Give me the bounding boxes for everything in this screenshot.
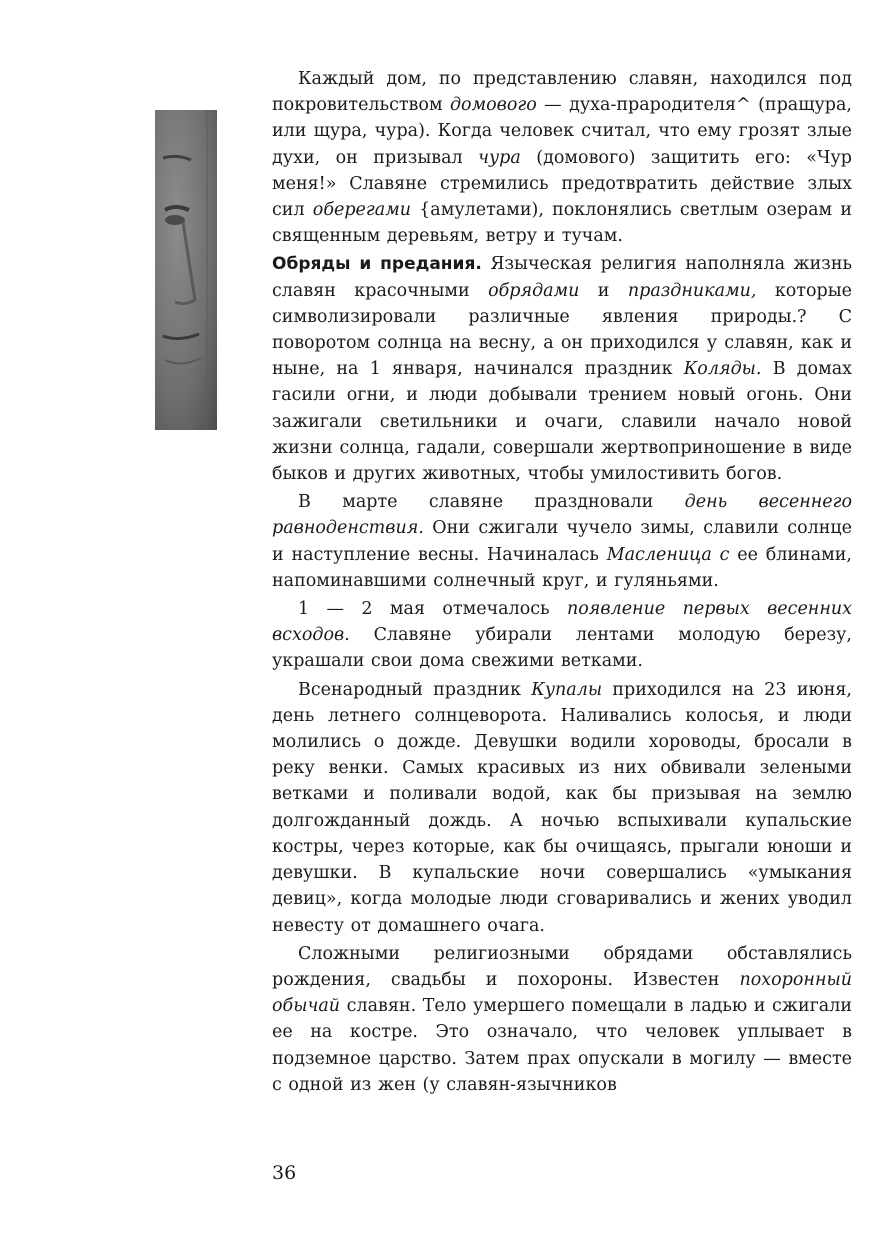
- main-text-column: [272, 66, 852, 1100]
- text-run: Они сжигали чучело зимы, славили солнце и наступление весны. Начиналась: [272, 518, 852, 565]
- body-paragraph: [272, 66, 852, 249]
- text-run: ее блинами, напоминавшими солнечный круг, и гуляньями.: [272, 544, 852, 591]
- italic-term: появление первых весенних всходов.: [272, 599, 853, 646]
- italic-term: день весеннего равноденствия.: [272, 492, 853, 539]
- text-run: 1 — 2 мая отмечалось: [298, 599, 567, 620]
- text-run: (домового) защитить его: «Чур меня!» Славяне стремились предотвратить действие злых сил: [272, 147, 852, 221]
- text-run: Каждый дом, по представлению славян, находился под покровительством: [272, 69, 852, 116]
- italic-term: Коляды.: [683, 359, 762, 380]
- italic-term: обрядами: [488, 280, 580, 301]
- text-run: Славяне убирали лентами молодую березу, украшали свои дома свежими ветками.: [272, 625, 852, 672]
- italic-term: похоронный обычай: [272, 969, 852, 1017]
- text-run: приходился на 23 июня, день летнего солнцеворота. Наливались колосья, и люди молились о дожде. Девушки водили хороводы, бросали в реку венки. Самых красивых из них обвивали зелеными ветками и поливали водой, как бы призывая на землю долгожданный дождь. А ночью вспыхивали купальские костры, через которые, как бы очищаясь, прыгали юноши и девушки. В купальские ночи совершались «умыкания девиц», когда молодые люди сговаривались и жених уводил невесту от домашнего очага.: [272, 679, 852, 936]
- text-run: Всенародный праздник: [298, 679, 532, 700]
- italic-term: праздниками,: [627, 280, 757, 301]
- text-run: которые символизировали различные явления природы.? С поворотом солнца на весну, а он приходился у славян, как и ныне, на 1 января, начинался праздник: [272, 280, 852, 380]
- italic-term: Купалы: [531, 679, 603, 700]
- text-run: — духа-прародителя^ (пращура, или щура, чура). Когда человек считал, что ему грозят злые духи, он призывал: [272, 95, 852, 168]
- text-run: В домах гасили огни, и люди добывали трением новый огонь. Они зажигали светильники и очаги, славили начало новой жизни солнца, гадали, совершали жертвоприношение в виде быков и других животных, чтобы умилостивить богов.: [272, 359, 852, 485]
- italic-term: Масленица с: [606, 544, 730, 565]
- italic-term: оберегами: [312, 200, 411, 221]
- text-run: и: [579, 280, 628, 301]
- text-run: Языческая религия наполняла жизнь славян красочными: [272, 254, 853, 301]
- text-run: {амулетами), поклонялись светлым озерам и священным деревьям, ветру и тучам.: [272, 200, 852, 247]
- body-paragraph: [272, 677, 852, 939]
- body-paragraph: [272, 251, 852, 487]
- text-run: славян. Тело умершего помещали в ладью и сжигали ее на костре. Это означало, что человек уплывает в подземное царство. Затем прах опускали в могилу — вместе с одной из жен (у славян-язычников: [272, 996, 852, 1095]
- section-heading: Обряды и предания.: [272, 254, 482, 275]
- body-paragraph: [272, 489, 852, 594]
- italic-term: домового: [449, 95, 537, 116]
- text-run: В марте славяне праздновали: [298, 492, 685, 513]
- italic-term: чура: [478, 147, 521, 168]
- body-paragraph: [272, 596, 852, 675]
- page-number: 36: [272, 1162, 297, 1184]
- text-run: Сложными религиозными обрядами обставлялись рождения, свадьбы и похороны. Известен: [272, 943, 852, 990]
- body-paragraph: [272, 941, 852, 1098]
- idol-figure-image: [155, 110, 217, 430]
